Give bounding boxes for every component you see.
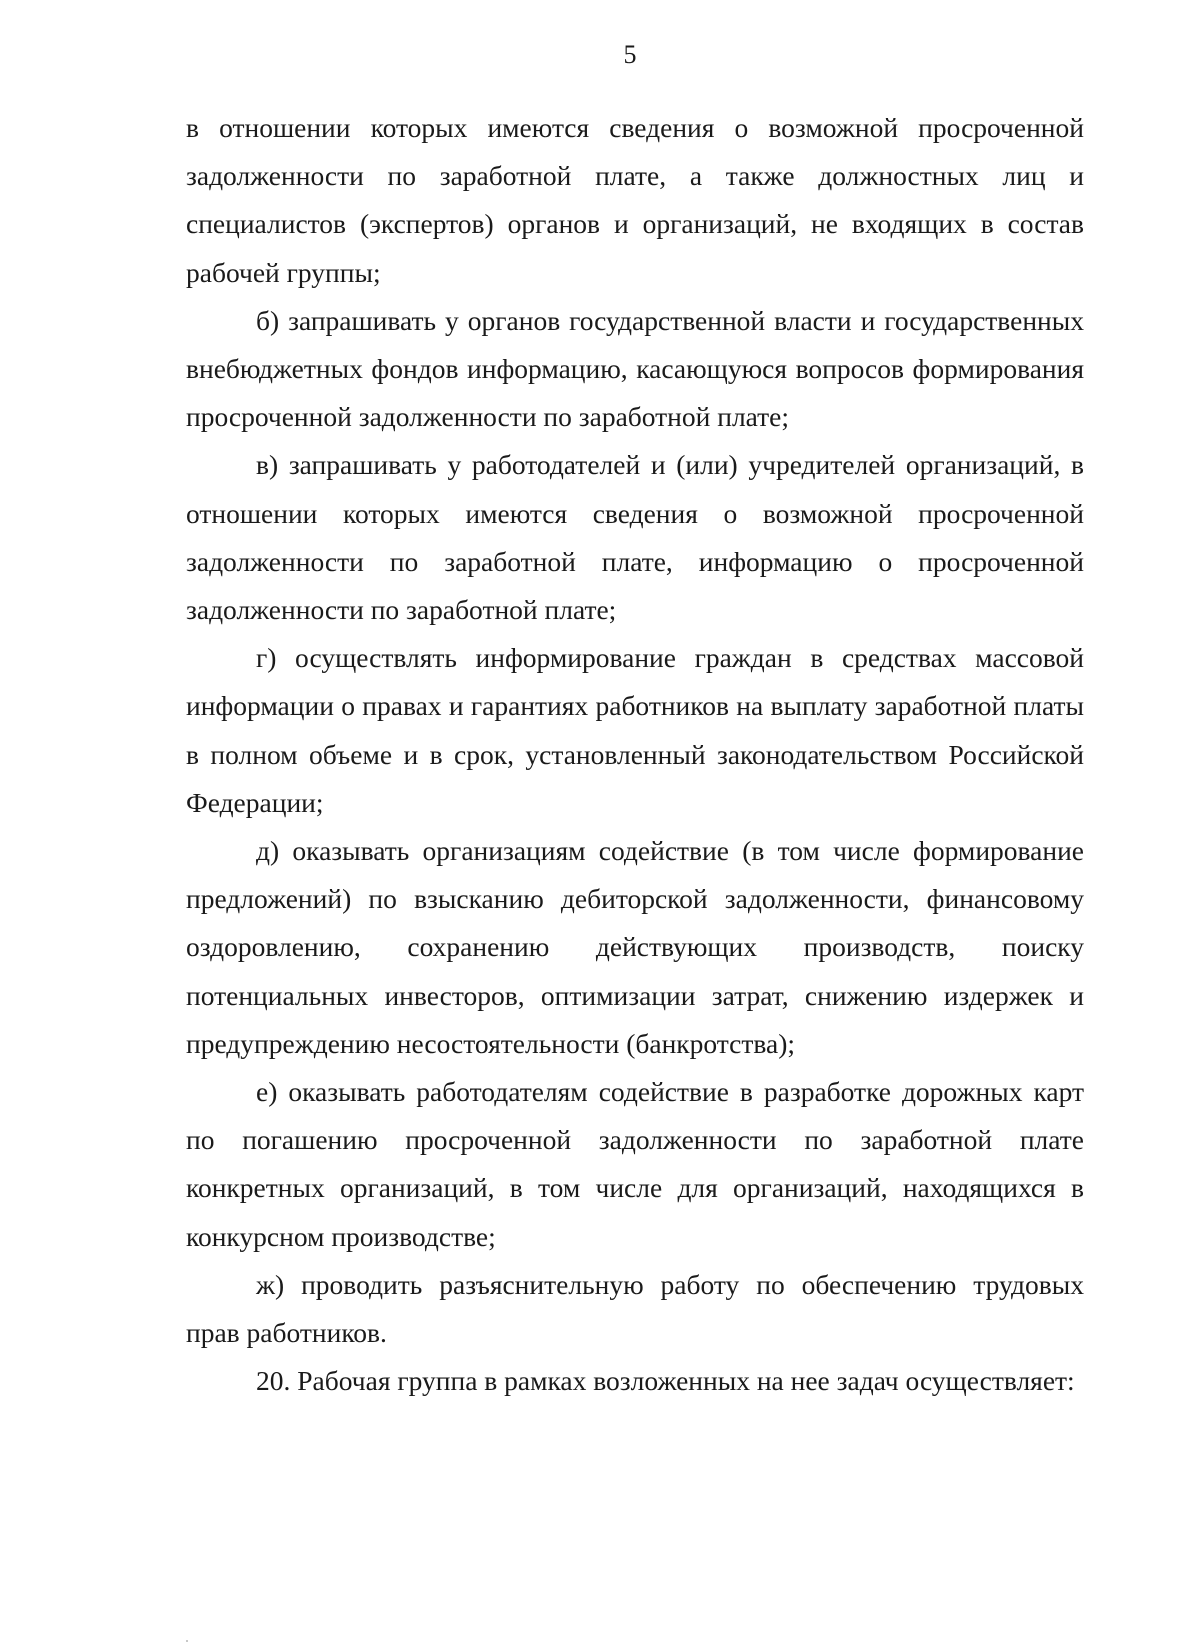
- paragraph-item-v: в) запрашивать у работодателей и (или) учредителей организаций, в отношении которых имеются сведения о возможной просроченной задолженности по заработной плате, информацию о просроченной задолженности по заработной плате;: [186, 449, 1084, 626]
- scan-speck: [186, 1640, 188, 1642]
- document-body: [186, 104, 1084, 1405]
- paragraph-item-b: б) запрашивать у органов государственной власти и государственных внебюджетных фондов информацию, касающуюся вопросов формирования просроченной задолженности по заработной плате;: [186, 304, 1084, 433]
- paragraph-item-d: д) оказывать организациям содействие (в том числе формирование предложений) по взысканию дебиторской задолженности, финансовому оздоровлению, сохранению действующих производств, поиску потенциальных инвесторов, оптимизации затрат, снижению издержек и предупреждению несостоятельности (банкротства);: [186, 835, 1084, 1059]
- paragraph-item-g: г) осуществлять информирование граждан в средствах массовой информации о правах и гарантиях работников на выплату заработной платы в полном объеме и в срок, установленный законодательством Российской Федерации;: [186, 642, 1084, 818]
- paragraph-intro-continuation: в отношении которых имеются сведения о возможной просроченной задолженности по заработной плате, а также должностных лиц и специалистов (экспертов) органов и организаций, не входящих в состав рабочей группы;: [186, 112, 1084, 288]
- page-number: 5: [623, 40, 637, 69]
- paragraph-item-zh: ж) проводить разъяснительную работу по обеспечению трудовых прав работников.: [186, 1268, 1084, 1349]
- paragraph-clause-20: 20. Рабочая группа в рамках возложенных на нее задач осуществляет:: [256, 1365, 1075, 1397]
- paragraph-item-e: е) оказывать работодателям содействие в разработке дорожных карт по погашению просроченной задолженности по заработной плате конкретных организаций, в том числе для организаций, находящихся в конкурсном производстве;: [186, 1076, 1084, 1252]
